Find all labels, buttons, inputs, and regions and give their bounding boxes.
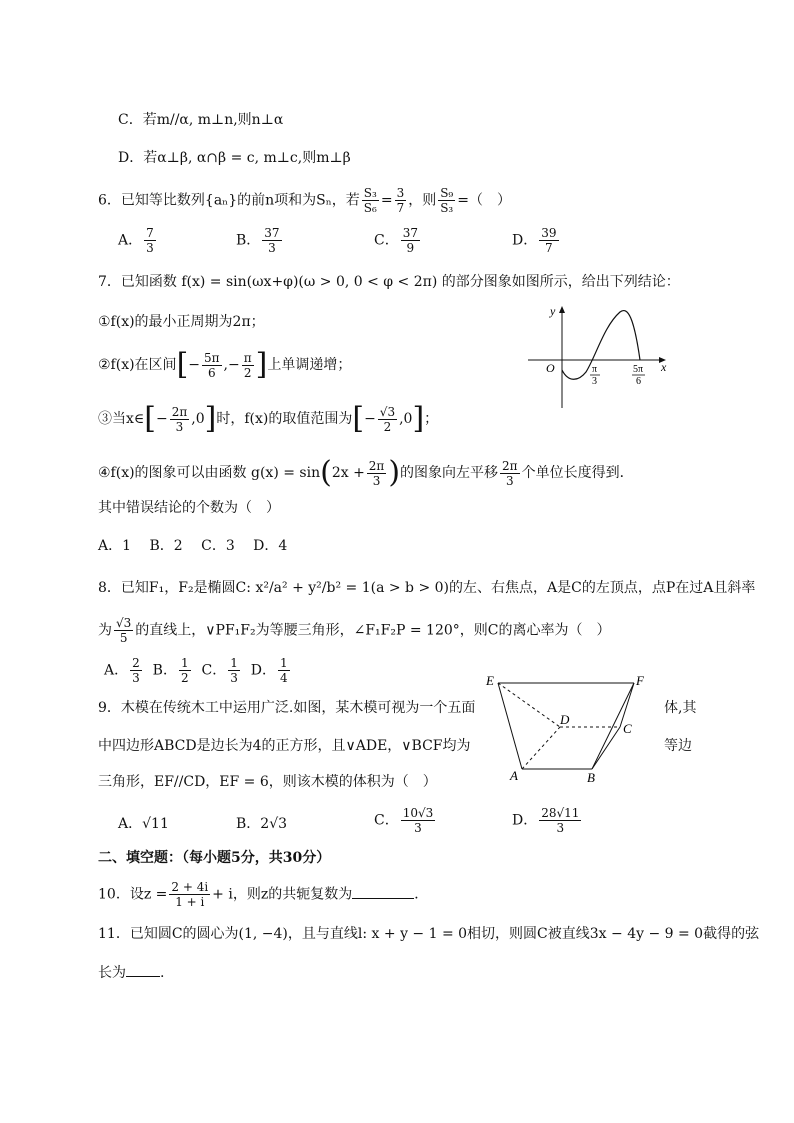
q11-end: .	[160, 965, 165, 981]
section-2-heading: 二、填空题：（每小题5分，共30分）	[98, 850, 331, 866]
q7-stem: 7．已知函数 f(x) = sin(ωx+φ)(ω > 0, 0 < φ < 2π) 的部分图象如图所示，给出下列结论：	[98, 274, 680, 290]
q9-d-num: 28√11	[541, 806, 580, 820]
q7-s3-open1: [	[144, 401, 156, 436]
q8-l2-post: 的直线上，∨PF₁F₂为等腰三角形，∠F₁F₂P = 120°，则C的离心率为（ ）	[135, 622, 611, 639]
q7-s4-pre: ④f(x)的图象可以由函数 g(x) = sin	[98, 465, 321, 481]
q11-answer-blank[interactable]	[126, 962, 160, 977]
graph-y-arrow	[559, 306, 565, 313]
q9-solid-figure	[484, 670, 654, 786]
graph-x-label: x	[661, 360, 667, 374]
q6-d-den: 7	[545, 241, 553, 255]
q6-frac-s9-s3	[438, 186, 455, 215]
q7-s4-mid: 的图象向左平移	[400, 465, 499, 481]
q10-frac	[169, 880, 210, 909]
graph-origin-label: O	[546, 361, 555, 375]
q7-s3-pre: ③当x∈	[98, 411, 145, 427]
q6-stem-pre: 6．已知等比数列{aₙ}的前n项和为Sₙ，若	[98, 192, 360, 209]
q7-s4-n2: 2π	[502, 458, 518, 473]
q7-s4-frac2	[500, 459, 520, 488]
q8-b-den: 2	[180, 671, 189, 685]
q8-l2-pre: 为	[98, 622, 112, 639]
q6-a-label: A．	[118, 232, 143, 249]
q9-line1-left: 9．木模在传统木工中运用广泛.如图，某木模可视为一个五面	[98, 700, 476, 716]
edge-ed-hidden	[498, 683, 560, 727]
q6-frac1-den: S₆	[363, 201, 377, 215]
q6-frac-s3-s6	[362, 186, 379, 215]
vertex-b: B	[587, 770, 595, 785]
q9-c-label: C．	[374, 812, 399, 829]
q8-d-label: D．	[250, 662, 277, 679]
q6-a-frac	[144, 226, 156, 255]
graph-sine-curve	[562, 311, 640, 380]
vertex-c: C	[623, 721, 632, 736]
graph-y-label: y	[550, 304, 556, 318]
q6-a-num: 7	[146, 226, 154, 240]
q8-a-den: 3	[132, 671, 140, 685]
q8-line1: 8．已知F₁，F₂是椭圆C: x²/a² + y²/b² = 1(a > b > 0)的左、右焦点，A是C的左顶点，点P在过A且斜率	[98, 580, 756, 596]
q10	[98, 880, 428, 909]
q9-d-den: 3	[556, 821, 565, 835]
vertex-d: D	[560, 712, 570, 727]
q6-d-label: D．	[512, 232, 538, 249]
q9-line2-left: 中四边形ABCD是边长为4的正方形，且∨ADE，∨BCF均为	[98, 738, 471, 754]
q10-pre: 10．设z =	[98, 886, 168, 903]
q7-s2-n2: π	[243, 350, 252, 365]
q5-option-d: D．若α⊥β, α∩β = c, m⊥c,则m⊥β	[118, 150, 351, 166]
q7-s4-close-paren: )	[388, 455, 401, 490]
q7-s2-close-bracket: ]	[255, 347, 268, 382]
q8-a-frac	[130, 656, 142, 685]
q7-statement-2: ②f(x)在区间[− $\frac{5\pi}{6}$ ,− $\frac{\pi}{2}$ ]上单调递增；	[98, 347, 352, 382]
q8-line2	[98, 616, 610, 645]
q7-s2-n1: 5π	[204, 350, 220, 365]
q9-option-a	[118, 814, 169, 834]
q6-b-den: 3	[268, 241, 276, 255]
q10-den: 1 + i	[175, 895, 205, 909]
q9-c-den: 3	[414, 821, 422, 835]
q9-d-frac	[539, 806, 581, 835]
q10-num: 2 + 4i	[171, 880, 209, 894]
q6-c-frac	[401, 226, 420, 255]
q6-eq: =	[380, 192, 393, 209]
graph-tick2-num: 5π	[633, 364, 644, 375]
q6-frac2-num: 3	[396, 186, 405, 200]
q7-s2-pre: ②f(x)在区间	[98, 357, 177, 373]
q8-b-frac	[179, 656, 191, 685]
q7-statement-1: ①f(x)的最小正周期为2π；	[98, 314, 265, 330]
q7-options: A．1 B．2 C．3 D．4	[98, 538, 288, 554]
q5-option-c: C．若m//α, m⊥n,则n⊥α	[118, 112, 284, 128]
q10-post: + i，则z的共轭复数为	[212, 886, 353, 903]
q8-c-label: C．	[201, 662, 227, 679]
vertex-a: A	[510, 768, 518, 783]
q7-s3-post: ；	[424, 411, 439, 427]
edge-ad-hidden	[522, 727, 560, 769]
q8-options	[104, 656, 292, 685]
q6-d-num: 39	[541, 226, 557, 240]
q11-line2-text: 长为	[98, 965, 126, 981]
q7-s3-n1: 2π	[171, 404, 188, 419]
q7-s3-open2: [	[352, 401, 365, 436]
q9-b-val: 2√3	[260, 816, 288, 832]
q7-s3-n2: √3	[379, 404, 396, 419]
q8-c-frac	[228, 656, 240, 685]
q9-line1-right: 体,其	[664, 700, 697, 716]
q9-option-c	[374, 806, 437, 835]
q7-s3-frac1	[170, 405, 190, 434]
q8-c-num: 1	[230, 656, 238, 670]
q7-s3-close2: ]	[412, 401, 425, 436]
edge-ea	[498, 683, 522, 769]
q9-option-b	[236, 814, 287, 834]
q9-c-frac	[401, 806, 436, 835]
q9-a-val: √11	[142, 816, 169, 832]
q8-l2-num: √3	[116, 616, 132, 630]
q7-s4-d1: 3	[372, 473, 381, 488]
q7-s4-n1: 2π	[368, 458, 385, 473]
q8-a-num: 2	[132, 656, 140, 670]
q8-b-label: B．	[152, 662, 177, 679]
q6-frac2-den: 7	[396, 201, 405, 215]
q10-answer-blank[interactable]	[352, 884, 414, 899]
q6-b-num: 37	[264, 226, 280, 240]
q6-c-num: 37	[402, 226, 418, 240]
q7-s2-frac2	[242, 351, 254, 380]
q7-s3-d1: 3	[175, 419, 184, 434]
q6-frac3-num: S₉	[440, 186, 454, 200]
q7-s2-d1: 6	[207, 365, 216, 380]
q8-c-den: 3	[230, 671, 238, 685]
q8-l2-frac	[114, 616, 133, 645]
q9-a-label: A．	[118, 816, 143, 832]
q8-d-den: 4	[280, 671, 288, 685]
q6-tail: =（ ）	[457, 192, 511, 209]
q7-s4-post: 个单位长度得到．	[521, 465, 634, 481]
q6-frac1-num: S₃	[363, 186, 377, 200]
q6-stem	[98, 186, 511, 215]
q6-c-den: 9	[406, 241, 415, 255]
q7-s2-open-bracket: [	[176, 347, 189, 382]
q6-option-d	[512, 226, 561, 255]
q8-b-num: 1	[180, 656, 189, 670]
q7-s2-frac1	[202, 351, 222, 380]
q8-l2-den: 5	[119, 631, 128, 645]
q7-s3-close1: ]	[204, 401, 217, 436]
q7-statement-4	[98, 455, 634, 490]
q7-sine-graph	[524, 300, 674, 412]
q6-b-label: B．	[236, 232, 261, 249]
q7-statement-3: ③当x∈[− $\frac{2\pi}{3}$ ,0]时，f(x)的取值范围为[− $\frac{√3}{2}$ ,0]；	[98, 401, 439, 436]
q11-line1: 11．已知圆C的圆心为(1, −4)，且与直线l: x + y − 1 = 0相切，则圆C被直线3x − 4y − 9 = 0截得的弦	[98, 926, 760, 942]
q6-option-a	[118, 226, 158, 255]
q9-d-label: D．	[512, 812, 538, 829]
q8-d-num: 1	[280, 656, 288, 670]
q9-option-d	[512, 806, 583, 835]
vertex-f: F	[636, 673, 644, 688]
q7-s3-d2: 2	[383, 419, 392, 434]
graph-tick1-den: 3	[592, 376, 597, 387]
graph-tick1-num: π	[592, 364, 598, 375]
q6-frac-3-7	[395, 186, 407, 215]
q7-s3-frac2	[378, 405, 397, 434]
q6-d-frac	[539, 226, 558, 255]
q6-frac3-den: S₃	[440, 201, 454, 215]
vertex-e: E	[486, 673, 494, 688]
q6-c-label: C．	[374, 232, 399, 249]
q7-s3-mid: 时，f(x)的取值范围为	[216, 411, 353, 427]
q7-ask: 其中错误结论的个数为（ ）	[98, 500, 280, 516]
q9-b-label: B．	[236, 816, 261, 832]
q6-mid: ，则	[408, 192, 437, 209]
q6-a-den: 3	[146, 241, 154, 255]
q7-s2-d2: 2	[243, 365, 252, 380]
q10-end: ．	[414, 886, 429, 903]
q7-s2-post: 上单调递增；	[267, 357, 352, 373]
q7-s4-frac1	[367, 459, 387, 488]
q7-s4-arg: 2x +	[331, 465, 365, 481]
q9-line3: 三角形，EF//CD，EF = 6，则该木模的体积为（ ）	[98, 774, 437, 790]
q6-b-frac	[262, 226, 281, 255]
q11-line2	[98, 962, 164, 983]
q6-option-c	[374, 226, 422, 255]
q7-s4-d2: 3	[505, 473, 514, 488]
q9-line2-right: 等边	[664, 738, 692, 754]
q6-option-b	[236, 226, 284, 255]
q8-a-label: A．	[104, 662, 129, 679]
graph-tick2-den: 6	[636, 376, 641, 387]
q7-s4-open-paren: (	[320, 455, 332, 490]
q8-d-frac	[278, 656, 290, 685]
q9-c-num: 10√3	[402, 806, 434, 820]
edge-bc	[592, 727, 620, 769]
